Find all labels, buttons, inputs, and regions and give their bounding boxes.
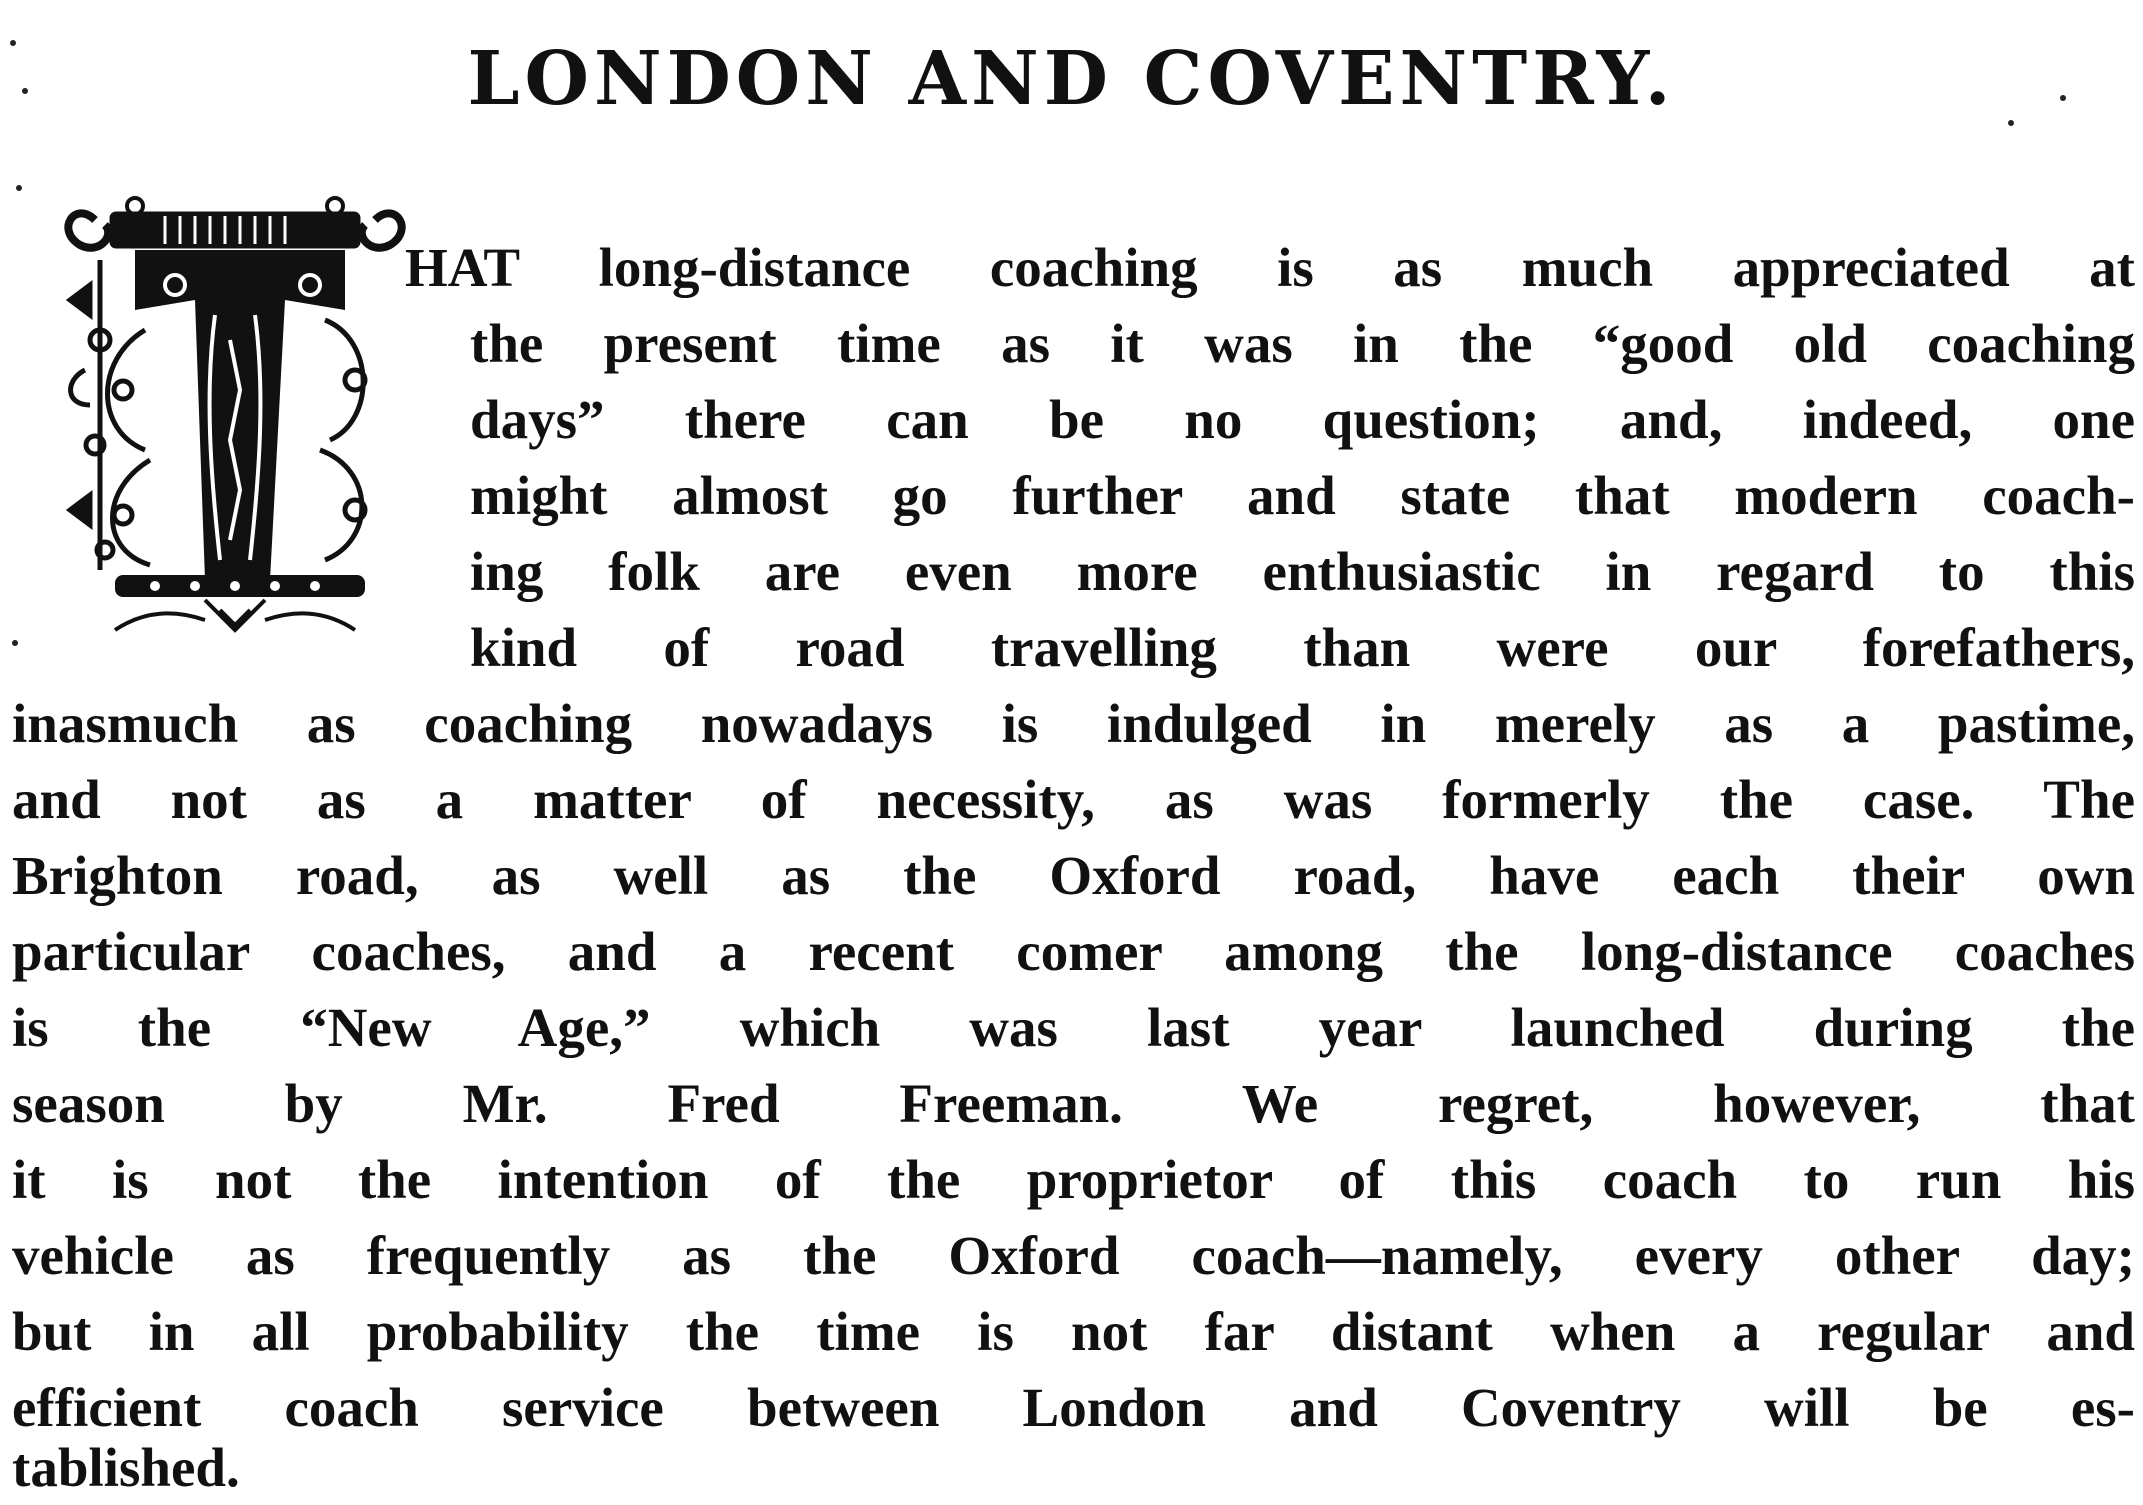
scan-speck [16, 185, 22, 191]
scan-speck [12, 640, 18, 646]
article-line-10: particular coaches, and a recent comer among the long-distance coaches [12, 921, 2135, 982]
scan-speck [2060, 95, 2066, 101]
scan-speck [22, 88, 28, 94]
scan-speck [10, 40, 16, 46]
article-line-12: season by Mr. Fred Freeman. We regret, however, that [12, 1073, 2135, 1134]
article-line-4: might almost go further and state that modern coach- [470, 465, 2135, 526]
article-line-8: and not as a matter of necessity, as was formerly the case. The [12, 769, 2135, 830]
ornate-drop-cap-icon [55, 190, 415, 640]
scan-speck [2008, 120, 2014, 126]
article-line-14: vehicle as frequently as the Oxford coach—namely, every other day; [12, 1225, 2135, 1286]
article-title: LONDON AND COVENTRY. [467, 36, 1676, 122]
article-line-3: days” there can be no question; and, indeed, one [470, 389, 2135, 450]
article-line-16: efficient coach service between London and Coventry will be es- [12, 1377, 2135, 1438]
article-line-6: kind of road travelling than were our forefathers, [470, 617, 2135, 678]
article-line-5: ing folk are even more enthusiastic in regard to this [470, 541, 2135, 602]
article-line-17: tablished. [12, 1437, 240, 1498]
article-line-1: HAT long-distance coaching is as much appreciated at [405, 237, 2135, 298]
article-line-2: the present time as it was in the “good old coaching [470, 313, 2135, 374]
article-line-13: it is not the intention of the proprietor of this coach to run his [12, 1149, 2135, 1210]
article-line-11: is the “New Age,” which was last year launched during the [12, 997, 2135, 1058]
article-line-7: inasmuch as coaching nowadays is indulged in merely as a pastime, [12, 693, 2135, 754]
article-line-15: but in all probability the time is not far distant when a regular and [12, 1301, 2135, 1362]
article-line-9: Brighton road, as well as the Oxford road, have each their own [12, 845, 2135, 906]
